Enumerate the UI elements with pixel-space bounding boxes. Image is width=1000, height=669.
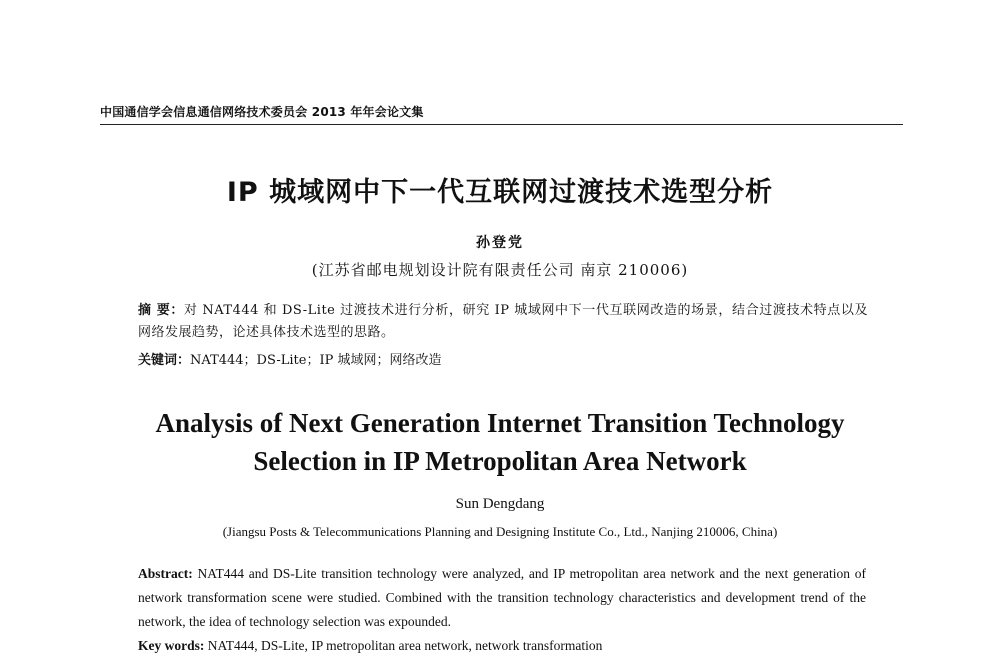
title-english-line-2: Selection in IP Metropolitan Area Network — [253, 446, 747, 476]
keywords-chinese-text: NAT444；DS-Lite；IP 城域网；网络改造 — [190, 353, 442, 368]
title-english-line-1: Analysis of Next Generation Internet Transition Technology — [155, 408, 845, 438]
keywords-english-text: NAT444, DS-Lite, IP metropolitan area network, network transformation — [204, 638, 603, 653]
abstract-english — [138, 562, 866, 634]
title-chinese: IP 城域网中下一代互联网过渡技术选型分析 — [226, 177, 774, 208]
author-chinese: 孙登党 — [476, 235, 524, 251]
abstract-chinese-label: 摘 要： — [138, 303, 184, 318]
abstract-english-label: Abstract: — [138, 566, 193, 581]
abstract-chinese-text: 对 NAT444 和 DS-Lite 过渡技术进行分析，研究 IP 城域网中下一代互联网改造的场景，结合过渡技术特点以及网络发展趋势，论述具体技术选型的思路。 — [138, 303, 869, 340]
abstract-english-text: NAT444 and DS-Lite transition technology were analyzed, and IP metropolitan area network and the next generation of network transformation scene were studied. Combined with the transition technology characteristics and development trend of the network, the idea of technology selection was expounded. — [138, 566, 866, 629]
keywords-english-label: Key words: — [138, 638, 205, 653]
author-english: Sun Dengdang — [455, 496, 545, 512]
abstract-chinese — [138, 300, 868, 344]
running-header: 中国通信学会信息通信网络技术委员会 2013 年年会论文集 — [100, 105, 424, 119]
title-english — [0, 404, 1000, 480]
affiliation-english: (Jiangsu Posts & Telecommunications Planning and Designing Institute Co., Ltd., Nanjing 210006, China) — [222, 524, 778, 539]
keywords-english — [138, 634, 866, 658]
keywords-chinese — [138, 350, 868, 372]
affiliation-chinese: (江苏省邮电规划设计院有限责任公司 南京 210006) — [311, 261, 689, 279]
keywords-chinese-label: 关键词： — [138, 353, 191, 368]
header-rule — [100, 124, 903, 125]
